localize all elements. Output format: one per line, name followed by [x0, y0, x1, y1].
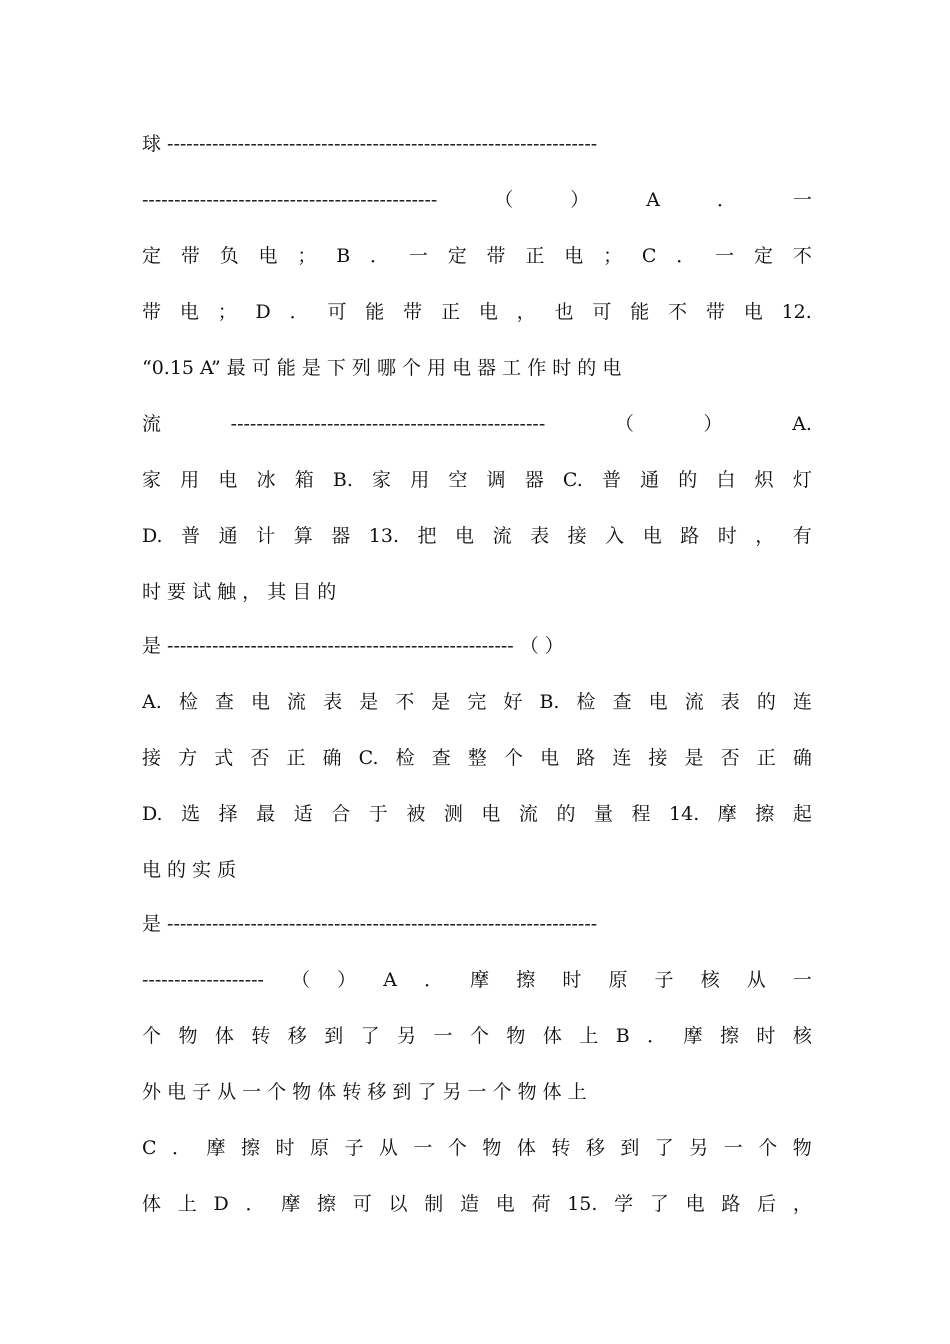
text-token: 择: [218, 803, 238, 825]
text-token: 个: [447, 1137, 467, 1159]
text-token: 了: [360, 1025, 380, 1047]
text-token: ，: [516, 301, 536, 323]
text-token: C.: [358, 747, 379, 769]
text-token: 接: [648, 747, 668, 769]
text-token: 电: [495, 1193, 515, 1215]
text-token: 不: [395, 691, 415, 713]
text-token: 把: [417, 525, 437, 547]
text-token: 炽: [754, 469, 774, 491]
text-token: 子: [344, 1137, 364, 1159]
text-token: 体: [214, 1025, 234, 1047]
text-token: 入: [605, 525, 625, 547]
text-token: 擦: [240, 1137, 260, 1159]
text-token: 能: [630, 301, 650, 323]
text-token: 被: [406, 803, 426, 825]
text-line-5: “0.15 A” 最 可 能 是 下 列 哪 个 用 电 器 工 作 时 的 电: [142, 357, 622, 379]
text-token: 电: [540, 747, 560, 769]
text-token: 原: [608, 969, 628, 991]
text-token: 确: [322, 747, 342, 769]
text-token: ．: [370, 245, 390, 267]
text-token: 适: [293, 803, 313, 825]
text-token: 物: [482, 1137, 502, 1159]
text-token: 摩: [683, 1025, 703, 1047]
text-token: 定: [142, 245, 162, 267]
text-token: 个: [142, 1025, 162, 1047]
text-token: 空: [448, 469, 468, 491]
text-line-11: [142, 687, 812, 717]
text-token: 12.: [781, 301, 812, 323]
text-token: B.: [539, 691, 560, 713]
text-token: 带: [142, 301, 162, 323]
text-token: ----------------------------------------------: [142, 189, 438, 211]
text-token: 子: [654, 969, 674, 991]
text-token: 一: [723, 1137, 743, 1159]
text-token: 流: [518, 803, 538, 825]
text-token: 量: [593, 803, 613, 825]
text-token: 物: [178, 1025, 198, 1047]
text-token: 于: [368, 803, 388, 825]
text-token: 家: [142, 469, 162, 491]
text-token: 时: [717, 525, 737, 547]
text-token: -------------------------------------------------: [230, 413, 546, 435]
text-token: 14.: [669, 803, 700, 825]
text-token: 上: [579, 1025, 599, 1047]
text-token: 可: [592, 301, 612, 323]
text-token: 一: [413, 1137, 433, 1159]
text-token: 电: [455, 525, 475, 547]
text-token: 另: [397, 1025, 417, 1047]
text-token: 查: [431, 747, 451, 769]
text-token: 检: [395, 747, 415, 769]
text-token: 连: [792, 691, 812, 713]
text-token: 器: [524, 469, 544, 491]
text-token: ；: [217, 301, 237, 323]
text-token: 带: [705, 301, 725, 323]
text-token: 电: [179, 301, 199, 323]
text-token: 算: [293, 525, 313, 547]
text-token: D: [213, 1193, 229, 1215]
text-token: 冰: [256, 469, 276, 491]
text-token: A.: [792, 413, 812, 435]
text-token: 以: [388, 1193, 408, 1215]
text-token: 流: [142, 413, 162, 435]
text-token: 了: [654, 1137, 674, 1159]
text-token: 起: [792, 803, 812, 825]
text-token: 从: [746, 969, 766, 991]
text-token: 电: [218, 469, 238, 491]
text-token: 方: [178, 747, 198, 769]
text-token: 表: [323, 691, 343, 713]
text-token: 个: [469, 1025, 489, 1047]
text-token: 个: [758, 1137, 778, 1159]
text-token: 整: [467, 747, 487, 769]
text-token: ；: [297, 245, 317, 267]
text-token: D.: [142, 803, 163, 825]
text-line-7: [142, 465, 812, 495]
text-token: 另: [689, 1137, 709, 1159]
text-token: 后: [757, 1193, 777, 1215]
text-token: 白: [716, 469, 736, 491]
text-token: 原: [309, 1137, 329, 1159]
text-token: 移: [585, 1137, 605, 1159]
text-line-12: [142, 743, 812, 773]
text-token: 连: [612, 747, 632, 769]
text-token: 最: [256, 803, 276, 825]
text-token: 表: [720, 691, 740, 713]
text-token: ．: [676, 245, 696, 267]
text-token: 可: [352, 1193, 372, 1215]
text-token: 造: [459, 1193, 479, 1215]
text-token: ；: [603, 245, 623, 267]
text-token: 转: [251, 1025, 271, 1047]
text-token: 核: [700, 969, 720, 991]
text-token: 物: [506, 1025, 526, 1047]
text-token: 不: [792, 245, 812, 267]
text-token: 电: [642, 525, 662, 547]
text-token: ．: [245, 1193, 265, 1215]
text-token: 有: [792, 525, 812, 547]
text-token: 箱: [294, 469, 314, 491]
text-token: 的: [756, 691, 776, 713]
text-token: ）: [337, 969, 357, 991]
text-token: 电: [743, 301, 763, 323]
text-token: 定: [753, 245, 773, 267]
text-token: 否: [250, 747, 270, 769]
text-token: 电: [478, 301, 498, 323]
text-token: 擦: [316, 1193, 336, 1215]
text-token: 带: [403, 301, 423, 323]
text-token: ，: [792, 1193, 812, 1215]
text-token: 流: [684, 691, 704, 713]
text-token: 定: [447, 245, 467, 267]
text-token: D: [255, 301, 271, 323]
text-token: 体: [542, 1025, 562, 1047]
text-token: 13.: [368, 525, 399, 547]
text-token: 时: [275, 1137, 295, 1159]
text-line-10: 是 ------------------------------------------------------ （ ）: [142, 635, 564, 657]
text-line-18: 外 电 子 从 一 个 物 体 转 移 到 了 另 一 个 物 体 上: [142, 1081, 587, 1103]
text-token: 选: [181, 803, 201, 825]
text-token: 摩: [717, 803, 737, 825]
text-token: 电: [250, 691, 270, 713]
text-token: -------------------: [142, 969, 264, 991]
text-token: 的: [678, 469, 698, 491]
text-token: A: [646, 189, 660, 211]
text-token: 一: [792, 189, 812, 211]
text-token: ．: [647, 1025, 667, 1047]
text-token: 表: [530, 525, 550, 547]
text-token: 检: [178, 691, 198, 713]
text-token: 到: [620, 1137, 640, 1159]
text-token: 路: [576, 747, 596, 769]
text-token: 摩: [206, 1137, 226, 1159]
text-token: 擦: [755, 803, 775, 825]
text-line-13: [142, 799, 812, 829]
text-token: C: [641, 245, 657, 267]
text-token: 调: [486, 469, 506, 491]
text-token: ．: [172, 1137, 192, 1159]
text-token: 学: [614, 1193, 634, 1215]
text-token: B: [615, 1025, 630, 1047]
text-token: 可: [327, 301, 347, 323]
text-token: （: [291, 969, 311, 991]
text-token: B: [336, 245, 351, 267]
text-token: 一: [792, 969, 812, 991]
text-token: 电: [648, 691, 668, 713]
text-token: 流: [492, 525, 512, 547]
text-token: 流: [287, 691, 307, 713]
text-token: 一: [715, 245, 735, 267]
text-token: 查: [612, 691, 632, 713]
text-token: 路: [680, 525, 700, 547]
text-line-14: 电 的 实 质: [142, 859, 237, 881]
text-line-17: [142, 1021, 812, 1051]
text-token: 摩: [470, 969, 490, 991]
text-token: 移: [287, 1025, 307, 1047]
text-token: 普: [181, 525, 201, 547]
text-token: 正: [440, 301, 460, 323]
text-token: 检: [576, 691, 596, 713]
text-token: 摩: [281, 1193, 301, 1215]
text-token: ）: [570, 189, 590, 211]
text-token: C.: [562, 469, 583, 491]
text-line-1: 球 -------------------------------------------------------------------: [142, 133, 598, 155]
text-token: （: [614, 413, 634, 435]
text-token: 计: [256, 525, 276, 547]
text-token: 器: [331, 525, 351, 547]
text-token: 体: [142, 1193, 162, 1215]
text-token: 个: [503, 747, 523, 769]
text-token: 电: [258, 245, 278, 267]
text-token: 接: [142, 747, 162, 769]
text-token: 负: [219, 245, 239, 267]
text-token: 能: [365, 301, 385, 323]
text-token: 电: [564, 245, 584, 267]
text-token: 路: [721, 1193, 741, 1215]
text-line-4: [142, 297, 812, 327]
text-token: 家: [372, 469, 392, 491]
text-token: 式: [214, 747, 234, 769]
text-token: 用: [410, 469, 430, 491]
text-token: ．: [289, 301, 309, 323]
text-token: 正: [286, 747, 306, 769]
text-token: 从: [378, 1137, 398, 1159]
text-token: （: [494, 189, 514, 211]
text-line-9: 时 要 试 触 ， 其 目 的: [142, 581, 337, 603]
text-token: 通: [640, 469, 660, 491]
text-line-3: [142, 241, 812, 271]
text-token: A: [383, 969, 397, 991]
text-token: 灯: [792, 469, 812, 491]
text-token: 通: [218, 525, 238, 547]
text-line-8: [142, 521, 812, 551]
text-token: 带: [486, 245, 506, 267]
text-token: 是: [431, 691, 451, 713]
text-token: 是: [684, 747, 704, 769]
text-token: 完: [467, 691, 487, 713]
text-token: 也: [554, 301, 574, 323]
text-token: 的: [556, 803, 576, 825]
text-token: A.: [142, 691, 162, 713]
text-token: 到: [324, 1025, 344, 1047]
text-token: ．: [716, 189, 736, 211]
text-token: 正: [525, 245, 545, 267]
text-token: 普: [601, 469, 621, 491]
text-token: 时: [562, 969, 582, 991]
text-token: 一: [433, 1025, 453, 1047]
text-token: 一: [408, 245, 428, 267]
text-token: 转: [551, 1137, 571, 1159]
text-token: 接: [567, 525, 587, 547]
text-token: 程: [631, 803, 651, 825]
text-token: 用: [180, 469, 200, 491]
text-token: 核: [792, 1025, 812, 1047]
text-token: D.: [142, 525, 163, 547]
text-token: 体: [516, 1137, 536, 1159]
text-token: 物: [792, 1137, 812, 1159]
text-token: ）: [703, 413, 723, 435]
text-token: ．: [424, 969, 444, 991]
text-token: 确: [792, 747, 812, 769]
text-token: 好: [503, 691, 523, 713]
text-token: 15.: [567, 1193, 598, 1215]
text-line-15: 是 -------------------------------------------------------------------: [142, 913, 598, 935]
text-line-2: [142, 185, 812, 215]
text-token: 擦: [516, 969, 536, 991]
text-line-16: [142, 965, 812, 995]
text-token: 电: [481, 803, 501, 825]
text-token: 荷: [531, 1193, 551, 1215]
text-token: 合: [331, 803, 351, 825]
text-token: B.: [332, 469, 353, 491]
text-token: 带: [180, 245, 200, 267]
text-token: 正: [756, 747, 776, 769]
text-token: C: [142, 1137, 157, 1159]
text-token: 上: [177, 1193, 197, 1215]
text-token: ，: [755, 525, 775, 547]
text-line-19: [142, 1133, 812, 1163]
text-token: 电: [685, 1193, 705, 1215]
text-token: 否: [720, 747, 740, 769]
text-token: 测: [443, 803, 463, 825]
text-token: 不: [668, 301, 688, 323]
text-token: 查: [214, 691, 234, 713]
text-token: 制: [424, 1193, 444, 1215]
text-token: 了: [649, 1193, 669, 1215]
text-token: 擦: [719, 1025, 739, 1047]
text-line-20: [142, 1189, 812, 1219]
text-token: 是: [359, 691, 379, 713]
text-line-6: [142, 409, 812, 439]
text-token: 时: [756, 1025, 776, 1047]
